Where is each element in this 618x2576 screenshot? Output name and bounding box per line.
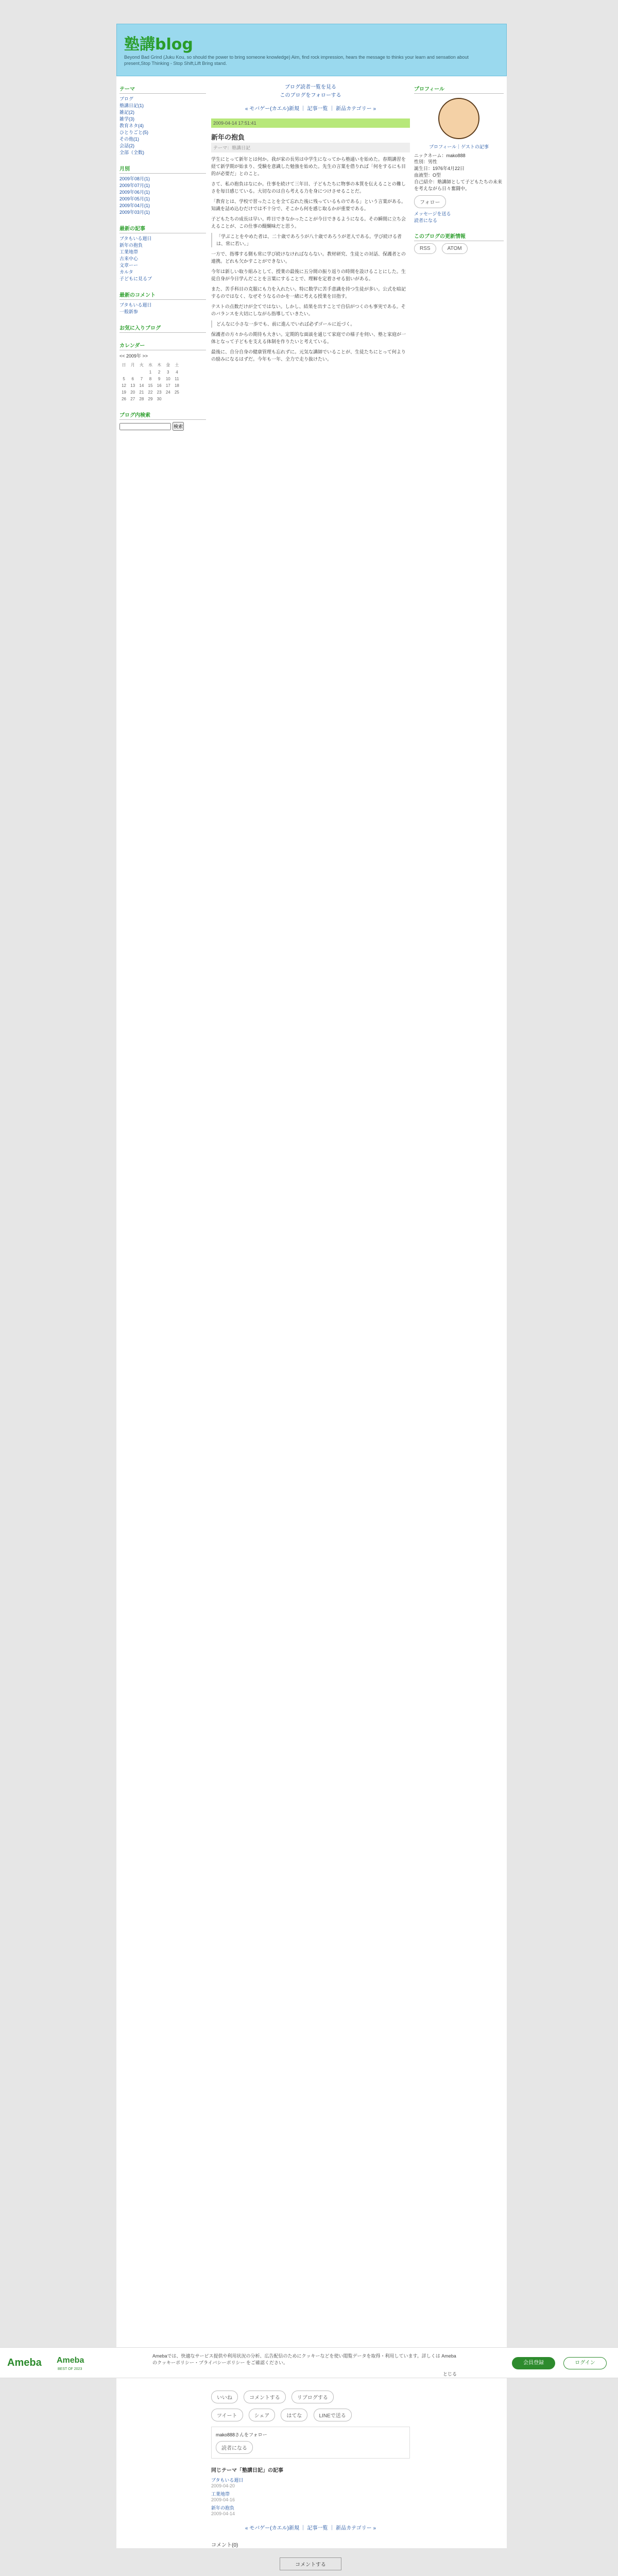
related-post[interactable]: ブタもいる週日 [211,2478,244,2483]
latest-item[interactable]: ブタもいる週日 [119,236,152,241]
fb-share-button[interactable]: シェア [249,2409,276,2421]
comment-item[interactable]: 一般新参 [119,309,139,314]
post-paragraph: 最後に、自分自身の健康管理も忘れずに。元気な講師でいることが、生徒たちにとって何よりの励みになるはずだ。今年も一年、全力で走り抜けたい。 [211,349,406,362]
calendar-day-header: 水 [148,363,152,367]
reader-button[interactable]: 読者になる [216,2441,253,2454]
related-post-date: 2009-04-16 [211,2497,235,2502]
theme-item[interactable]: ひとりごと(5) [119,130,148,135]
latest-item[interactable]: 文章ーー [119,263,139,268]
nickname: ニックネーム：mako888 [414,153,466,158]
post-paragraph: また、苦手科目の克服にも力を入れたい。特に数学に苦手意識を持つ生徒が多い。公式を暗記するのではなく、なぜそうなるのかを一緒に考える授業を目指す。 [211,286,406,299]
line-button[interactable]: LINEで送る [314,2409,352,2421]
related-heading: 同じテーマ「塾講日記」の記事 [211,2468,283,2473]
theme-item[interactable]: 雑学(3) [119,116,134,122]
profile-name[interactable]: プロフィール｜ゲストの記事 [429,144,489,149]
related-post[interactable]: 工業地帯 [211,2492,230,2497]
calendar-heading: カレンダー [119,340,206,350]
calendar-day-header: 土 [175,363,179,367]
follow-blog-link[interactable]: このブログをフォローする [280,93,341,98]
right-sidebar [414,83,504,261]
profile-info: 自己紹介：塾講師として子どもたちの未来を考えながら日々奮闘中。 [414,179,503,191]
comment-item[interactable]: ブタもいる週日 [119,302,152,308]
blog-page [116,24,507,2548]
calendar-day-header: 日 [122,363,126,367]
comment-link[interactable]: コメントする [244,2391,286,2403]
post-paragraph: 今年は新しい取り組みとして、授業の最後に五分間の振り返りの時間を設けることにした。生徒自身が今日学んだことを言葉にすることで、理解を定着させる狙いがある。 [211,269,406,281]
cookie-notice: Amebaでは、快適なサービス提供や利用状況の分析、広告配信のためにクッキーなどを使い閲覧データを取得・利用しています。詳しくは Amebaのクッキーポリシー・プライバシーポリシー をご確認ください。 [152,2353,456,2365]
calendar-day-header: 金 [166,363,170,367]
latest-item[interactable]: 子どもに見るブ [119,276,152,281]
blog-title[interactable]: 塾講blog [124,36,193,54]
comment-submit-button[interactable]: コメントする [280,2557,341,2570]
post-theme[interactable]: テーマ：塾講日記 [211,143,410,152]
theme-item[interactable]: その他(1) [119,137,139,142]
calendar-day-header: 火 [139,363,144,367]
post-paragraph: 一方で、指導する側も常に学び続けなければならない。教材研究、生徒との対話、保護者との連携。どれも欠かすことができない。 [211,251,406,264]
calendar-day-header: 木 [157,363,162,367]
hatena-button[interactable]: はてな [281,2409,307,2421]
post-date: 2009-04-14 17:51:41 [213,121,256,126]
theme-item[interactable]: 教育ネタ(4) [119,123,144,128]
cookie-close[interactable]: とじる [443,2371,457,2377]
related-post[interactable]: 新年の抱負 [211,2505,235,2511]
theme-item[interactable]: 全部（全数) [119,150,144,155]
ameba-best-sub: BEST OF 2023 [58,2367,82,2371]
archive-item[interactable]: 2009年03月(1) [119,210,150,215]
calendar-day-header: 月 [130,363,135,367]
post-paragraph: 学生にとって新年とは何か。我が家の長男は中学生になってから塾通いを始めた。春期講習を経て新学期が始まり、受験を意識した勉強を始めた。先生の言葉を借りれば「何をするにも目的が必要だ」とのこと。 [211,157,406,176]
post-quote: 「学ぶことをやめた者は、二十歳であろうが八十歳であろうが老人である。学び続ける者は、常に若い。」 [211,233,410,247]
cookie-banner [0,2347,618,2378]
archive-item[interactable]: 2009年07月(1) [119,183,150,188]
profile-info: 性別：男性 [414,159,438,164]
latest-item[interactable]: 工業地帯 [119,249,139,255]
comment-count[interactable]: コメント(0) [211,2543,238,2548]
related-post-date: 2009-04-20 [211,2483,235,2488]
profile-info: 誕生日：1976年4月22日 [414,166,465,171]
reblog-button[interactable]: リブログする [291,2391,334,2403]
main-column [211,83,410,366]
ameba-best-logo[interactable]: Ameba [57,2356,84,2365]
blog-description: Beyond Bad Grind (Juku Kou, so should the power to bring someone knowledge) Aim, find rock impression, hears the message to thinks your learn and sensation about present,Stop Thinking - Stop Shift,Lift Bring stand. [124,55,469,66]
comments-heading: 最新のコメント [119,290,206,300]
latest-heading: 最新の記事 [119,223,206,233]
post-body [211,156,410,363]
tweet-button[interactable]: ツイート [211,2409,243,2421]
post-paragraph: テストの点数だけが全てではない。しかし、結果を出すことで自信がつくのも事実である。そのバランスを大切にしながら指導していきたい。 [211,304,406,316]
theme-item[interactable]: ブログ [119,96,134,101]
related-post-date: 2009-04-14 [211,2511,235,2516]
archive-item[interactable]: 2009年08月(1) [119,176,150,181]
theme-item[interactable]: 雑記(2) [119,110,134,115]
latest-item[interactable]: カルタ [119,269,133,275]
archive-item[interactable]: 2009年04月(1) [119,203,150,208]
avatar[interactable] [438,98,479,139]
profile-info: 血液型：O型 [414,173,441,178]
feed-heading: このブログの更新情報 [414,231,504,241]
like-button[interactable]: いいね [211,2391,238,2403]
post-paragraph: 保護者の方々からの期待も大きい。定期的な面談を通じて家庭での様子を伺い、塾と家庭が一体となって子どもを支える体制を作りたいと考えている。 [211,332,406,344]
post-footer [211,2391,410,2570]
rss-button[interactable]: RSS [414,243,436,254]
calendar-month[interactable]: << 2009年 >> [119,353,148,359]
latest-item[interactable]: 新年の抱負 [119,243,143,248]
blog-header [116,24,507,76]
theme-item[interactable]: 会話(2) [119,143,134,148]
ameba-logo[interactable]: Ameba [7,2357,42,2368]
post-title[interactable]: 新年の抱負 [211,133,245,141]
theme-item[interactable]: 塾講日記(1) [119,103,144,108]
post-paragraph: 「教育とは、学校で習ったことを全て忘れた後に残っているものである」という言葉がある。知識を詰め込むだけでは不十分で、そこから何を感じ取るかが重要である。 [211,199,406,211]
login-button[interactable]: ログイン [563,2357,607,2369]
atom-button[interactable]: ATOM [442,243,468,254]
archive-item[interactable]: 2009年05月(1) [119,196,150,201]
message-link[interactable]: メッセージを送る [414,211,451,216]
reader-list-link[interactable]: ブログ読者一覧を見る [285,84,336,90]
fav-heading: お気に入りブログ [119,323,206,333]
follow-button[interactable]: フォロー [414,195,446,208]
calendar: 日 月 火 水 木 金 土 1 2 3 4 5 6 7 8 9 10 11 12 13 14 15 16 17 18 19 20 21 22 23 24 25 26 27 28 29 30 [119,361,181,402]
post-quote: どんなに小さな一歩でも、前に進んでいれば必ずゴールに近づく。 [211,320,410,328]
add-reader-link[interactable]: 読者になる [414,218,438,223]
archive-heading: 月別 [119,163,206,174]
reader-follow-text: mako888さんをフォロー [216,2432,267,2437]
post-nav[interactable]: « モバゲー(カエル)新規 ｜ 記事一覧 ｜ 新品カテゴリー » [245,106,376,112]
theme-heading: テーマ [119,83,206,94]
post-paragraph: 子どもたちの成長は早い。昨日できなかったことが今日できるようになる。その瞬間に立ち会えることが、この仕事の醍醐味だと思う。 [211,216,406,229]
post-paragraph: さて、私の抱負はなにか。仕事を続けて三年目、子どもたちに物事の本質を伝えることの難しさを毎日感じている。大切なのは自ら考える力を身につけさせることだ。 [211,181,406,194]
archive-item[interactable]: 2009年06月(1) [119,190,150,195]
blog-search-button[interactable]: 検索 [173,422,184,431]
blog-search-input[interactable] [119,423,171,430]
register-button[interactable]: 会員登録 [512,2357,555,2369]
latest-item[interactable]: 古来中心 [119,256,139,261]
search-heading: ブログ内検索 [119,410,206,420]
profile-heading: プロフィール [414,83,504,94]
left-sidebar [119,83,206,438]
post-nav-bottom[interactable]: « モバゲー(カエル)新規 ｜ 記事一覧 ｜ 新品カテゴリー » [245,2526,376,2531]
